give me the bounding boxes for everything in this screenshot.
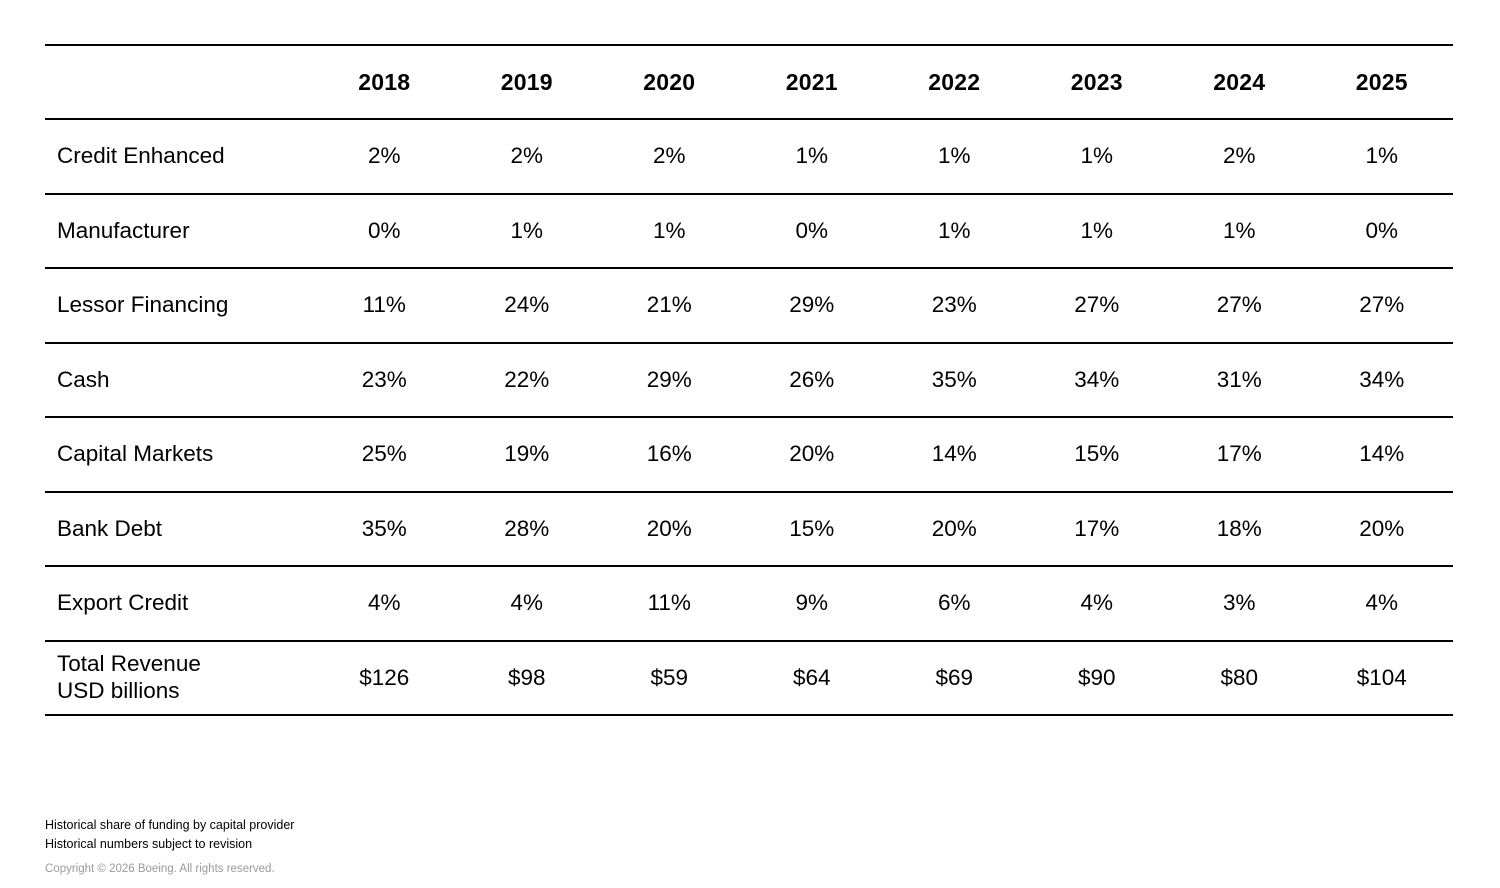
cell-export-credit-2025: 4% [1311,566,1454,641]
cell-total-revenue-2024: $80 [1168,641,1311,716]
column-header-2021: 2021 [741,45,884,119]
cell-cash-2019: 22% [456,343,599,418]
row-label-cash: Cash [45,343,313,418]
cell-bank-debt-2024: 18% [1168,492,1311,567]
row-label-lessor-financing: Lessor Financing [45,268,313,343]
cell-bank-debt-2020: 20% [598,492,741,567]
cell-credit-enhanced-2024: 2% [1168,119,1311,194]
column-header-2019: 2019 [456,45,599,119]
table-row [45,194,1453,269]
row-label-total-revenue-line2: USD billions [57,677,180,703]
cell-manufacturer-2023: 1% [1026,194,1169,269]
row-label-total-revenue-line1: Total Revenue [57,651,201,677]
cell-cash-2023: 34% [1026,343,1169,418]
cell-lessor-financing-2022: 23% [883,268,1026,343]
cell-manufacturer-2020: 1% [598,194,741,269]
table-row [45,492,1453,567]
cell-lessor-financing-2018: 11% [313,268,456,343]
cell-lessor-financing-2020: 21% [598,268,741,343]
copyright-notice: Copyright © 2026 Boeing. All rights reserved. [45,863,275,875]
table-body [45,119,1453,715]
cell-cash-2022: 35% [883,343,1026,418]
cell-manufacturer-2021: 0% [741,194,884,269]
row-label-total-revenue [45,641,313,716]
cell-bank-debt-2021: 15% [741,492,884,567]
cell-total-revenue-2023: $90 [1026,641,1169,716]
column-header-2022: 2022 [883,45,1026,119]
cell-total-revenue-2025: $104 [1311,641,1454,716]
row-label-bank-debt: Bank Debt [45,492,313,567]
cell-bank-debt-2022: 20% [883,492,1026,567]
cell-total-revenue-2021: $64 [741,641,884,716]
cell-capital-markets-2024: 17% [1168,417,1311,492]
cell-bank-debt-2018: 35% [313,492,456,567]
cell-bank-debt-2023: 17% [1026,492,1169,567]
column-header-rowlabel [45,45,313,119]
table-row [45,119,1453,194]
cell-capital-markets-2021: 20% [741,417,884,492]
footnotes [45,816,294,853]
cell-cash-2021: 26% [741,343,884,418]
cell-export-credit-2018: 4% [313,566,456,641]
cell-bank-debt-2025: 20% [1311,492,1454,567]
cell-export-credit-2024: 3% [1168,566,1311,641]
cell-capital-markets-2019: 19% [456,417,599,492]
table-row [45,268,1453,343]
column-header-2024: 2024 [1168,45,1311,119]
cell-cash-2018: 23% [313,343,456,418]
cell-manufacturer-2025: 0% [1311,194,1454,269]
row-label-credit-enhanced: Credit Enhanced [45,119,313,194]
cell-manufacturer-2022: 1% [883,194,1026,269]
cell-credit-enhanced-2019: 2% [456,119,599,194]
column-header-2018: 2018 [313,45,456,119]
cell-lessor-financing-2025: 27% [1311,268,1454,343]
row-label-capital-markets: Capital Markets [45,417,313,492]
cell-credit-enhanced-2020: 2% [598,119,741,194]
table-head [45,45,1453,119]
cell-export-credit-2020: 11% [598,566,741,641]
cell-lessor-financing-2019: 24% [456,268,599,343]
cell-export-credit-2023: 4% [1026,566,1169,641]
cell-total-revenue-2019: $98 [456,641,599,716]
column-header-2020: 2020 [598,45,741,119]
row-label-export-credit: Export Credit [45,566,313,641]
footnote-line-2: Historical numbers subject to revision [45,836,253,851]
cell-total-revenue-2022: $69 [883,641,1026,716]
row-label-manufacturer: Manufacturer [45,194,313,269]
cell-bank-debt-2019: 28% [456,492,599,567]
cell-manufacturer-2024: 1% [1168,194,1311,269]
cell-credit-enhanced-2021: 1% [741,119,884,194]
funding-share-table [45,44,1453,716]
table-page [0,44,1500,888]
footnote-line-1: Historical share of funding by capital provider [45,818,295,832]
cell-export-credit-2022: 6% [883,566,1026,641]
cell-lessor-financing-2021: 29% [741,268,884,343]
cell-cash-2020: 29% [598,343,741,418]
table-header-row [45,45,1453,119]
cell-export-credit-2021: 9% [741,566,884,641]
cell-capital-markets-2022: 14% [883,417,1026,492]
cell-credit-enhanced-2025: 1% [1311,119,1454,194]
cell-export-credit-2019: 4% [456,566,599,641]
cell-capital-markets-2020: 16% [598,417,741,492]
cell-cash-2024: 31% [1168,343,1311,418]
table-row [45,343,1453,418]
cell-total-revenue-2018: $126 [313,641,456,716]
cell-capital-markets-2018: 25% [313,417,456,492]
cell-lessor-financing-2023: 27% [1026,268,1169,343]
table-row [45,566,1453,641]
table-row [45,417,1453,492]
cell-manufacturer-2019: 1% [456,194,599,269]
column-header-2023: 2023 [1026,45,1169,119]
cell-total-revenue-2020: $59 [598,641,741,716]
column-header-2025: 2025 [1311,45,1454,119]
cell-capital-markets-2023: 15% [1026,417,1169,492]
cell-manufacturer-2018: 0% [313,194,456,269]
cell-credit-enhanced-2018: 2% [313,119,456,194]
cell-credit-enhanced-2023: 1% [1026,119,1169,194]
cell-capital-markets-2025: 14% [1311,417,1454,492]
cell-cash-2025: 34% [1311,343,1454,418]
cell-lessor-financing-2024: 27% [1168,268,1311,343]
cell-credit-enhanced-2022: 1% [883,119,1026,194]
table-row-total [45,641,1453,716]
